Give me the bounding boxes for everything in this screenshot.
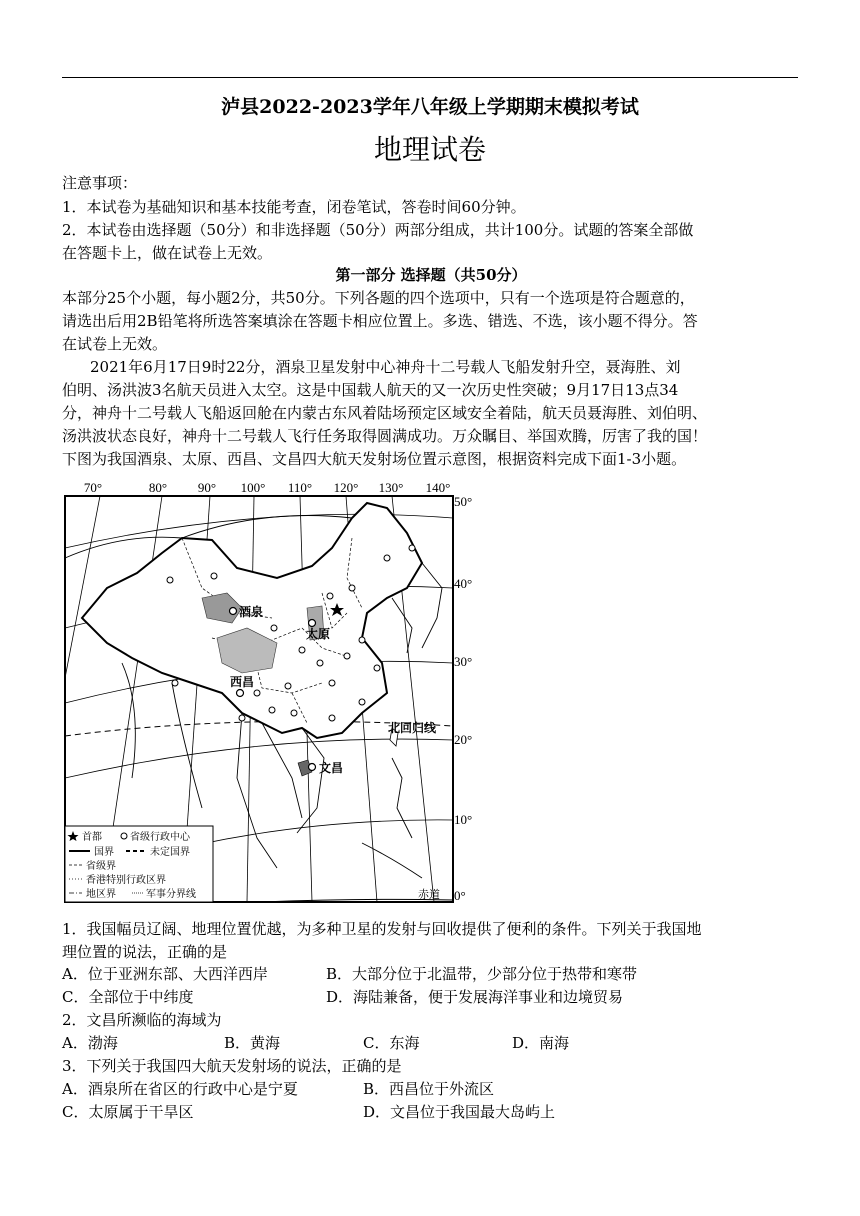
legend-national-border: 国界	[94, 847, 114, 858]
place-wenchang: 文昌	[319, 761, 344, 775]
q1-option-c[interactable]: C．全部位于中纬度	[62, 988, 194, 1006]
place-taiyuan: 太原	[306, 627, 331, 641]
legend-capital: 首都	[82, 832, 102, 843]
q2-option-c[interactable]: C．东海	[363, 1034, 420, 1052]
q2-option-d[interactable]: D．南海	[512, 1034, 570, 1052]
q1-option-b[interactable]: B．大部分位于北温带，少部分位于热带和寒带	[326, 965, 638, 983]
lat-label-20: 20°	[454, 732, 473, 747]
lat-label-50: 50°	[454, 494, 473, 509]
lon-label-70: 70°	[83, 480, 103, 495]
equator-label: 赤道	[418, 889, 440, 901]
q3-stem: 3．下列关于我国四大航天发射场的说法，正确的是	[62, 1057, 402, 1075]
q1-stem-1: 1．我国幅员辽阔、地理位置优越，为多种卫星的发射与回收提供了便利的条件。下列关于我国地	[62, 920, 702, 938]
legend-undetermined-border: 未定国界	[150, 847, 190, 858]
lon-label-80: 80°	[148, 480, 168, 495]
q3-option-b[interactable]: B．西昌位于外流区	[363, 1080, 495, 1098]
lat-label-30: 30°	[454, 654, 473, 669]
section-heading: 第一部分 选择题（共50分）	[335, 266, 527, 284]
note-2: 2．本试卷由选择题（50分）和非选择题（50分）两部分组成，共计100分。试题的答案全部做	[62, 221, 694, 239]
exam-title: 泸县2022-2023学年八年级上学期期末模拟考试	[221, 96, 639, 118]
q3-option-a[interactable]: A．酒泉所在省区的行政中心是宁夏	[62, 1080, 298, 1098]
legend-provincial-border: 省级界	[86, 861, 116, 872]
note-1: 1．本试卷为基础知识和基本技能考查，闭卷笔试，答卷时间60分钟。	[62, 198, 526, 216]
q3-option-d[interactable]: D．文昌位于我国最大岛屿上	[363, 1103, 556, 1121]
section-intro-2: 请选出后用2B铅笔将所选答案填涂在答题卡相应位置上。多选、错选、不选，该小题不得分。答	[62, 312, 698, 330]
lat-label-40: 40°	[454, 576, 473, 591]
passage-line-2: 伯明、汤洪波3名航天员进入太空。这是中国载人航天的又一次历史性突破；9月17日13点34	[62, 381, 679, 399]
place-jiuquan: 酒泉	[239, 605, 264, 619]
q1-stem-2: 理位置的说法，正确的是	[62, 943, 228, 961]
q2-option-b[interactable]: B．黄海	[224, 1034, 281, 1052]
lon-label-110: 110°	[287, 480, 313, 495]
header-rule	[62, 77, 798, 78]
legend-military-line: 军事分界线	[146, 889, 196, 900]
lon-label-140: 140°	[425, 480, 451, 495]
q3-option-c[interactable]: C．太原属于干旱区	[62, 1103, 194, 1121]
q1-option-a[interactable]: A．位于亚洲东部、大西洋西岸	[62, 965, 268, 983]
passage-line-3: 分，神舟十二号载人飞船返回舱在内蒙古东风着陆场预定区域安全着陆，航天员聂海胜、刘伯明、	[62, 404, 708, 422]
lon-label-100: 100°	[240, 480, 266, 495]
passage-line-4: 汤洪波状态良好，神舟十二号载人飞行任务取得圆满成功。万众瞩目、举国欢腾，厉害了我的国！	[62, 427, 708, 445]
tropic-label: 北回归线	[388, 721, 437, 735]
q1-option-d[interactable]: D．海陆兼备，便于发展海洋事业和边境贸易	[326, 988, 624, 1006]
section-intro-1: 本部分25个小题，每小题2分，共50分。下列各题的四个选项中，只有一个选项是符合题意的，	[62, 289, 695, 307]
lon-label-90: 90°	[197, 480, 217, 495]
launch-site-map	[62, 478, 476, 908]
q2-stem: 2．文昌所濒临的海域为	[62, 1011, 222, 1029]
place-xichang: 西昌	[230, 675, 255, 689]
note-2-cont: 在答题卡上，做在试卷上无效。	[62, 244, 273, 262]
lon-label-130: 130°	[378, 480, 404, 495]
passage-line-5: 下图为我国酒泉、太原、西昌、文昌四大航天发射场位置示意图，根据资料完成下面1-3小题。	[62, 450, 687, 468]
legend-sar-border: 香港特别行政区界	[86, 875, 166, 886]
legend-regional-border: 地区界	[86, 889, 116, 900]
section-intro-3: 在试卷上无效。	[62, 335, 168, 353]
lat-label-10: 10°	[454, 812, 473, 827]
exam-subtitle: 地理试卷	[373, 133, 486, 166]
notes-heading: 注意事项：	[62, 174, 138, 192]
lon-label-120: 120°	[333, 480, 359, 495]
map-legend	[65, 826, 213, 902]
q2-option-a[interactable]: A．渤海	[62, 1034, 118, 1052]
passage-line-1: 2021年6月17日9时22分，酒泉卫星发射中心神舟十二号载人飞船发射升空，聂海胜、刘	[90, 358, 681, 376]
legend-provincial-center: 省级行政中心	[130, 832, 190, 843]
lat-label-0: 0°	[454, 888, 466, 903]
